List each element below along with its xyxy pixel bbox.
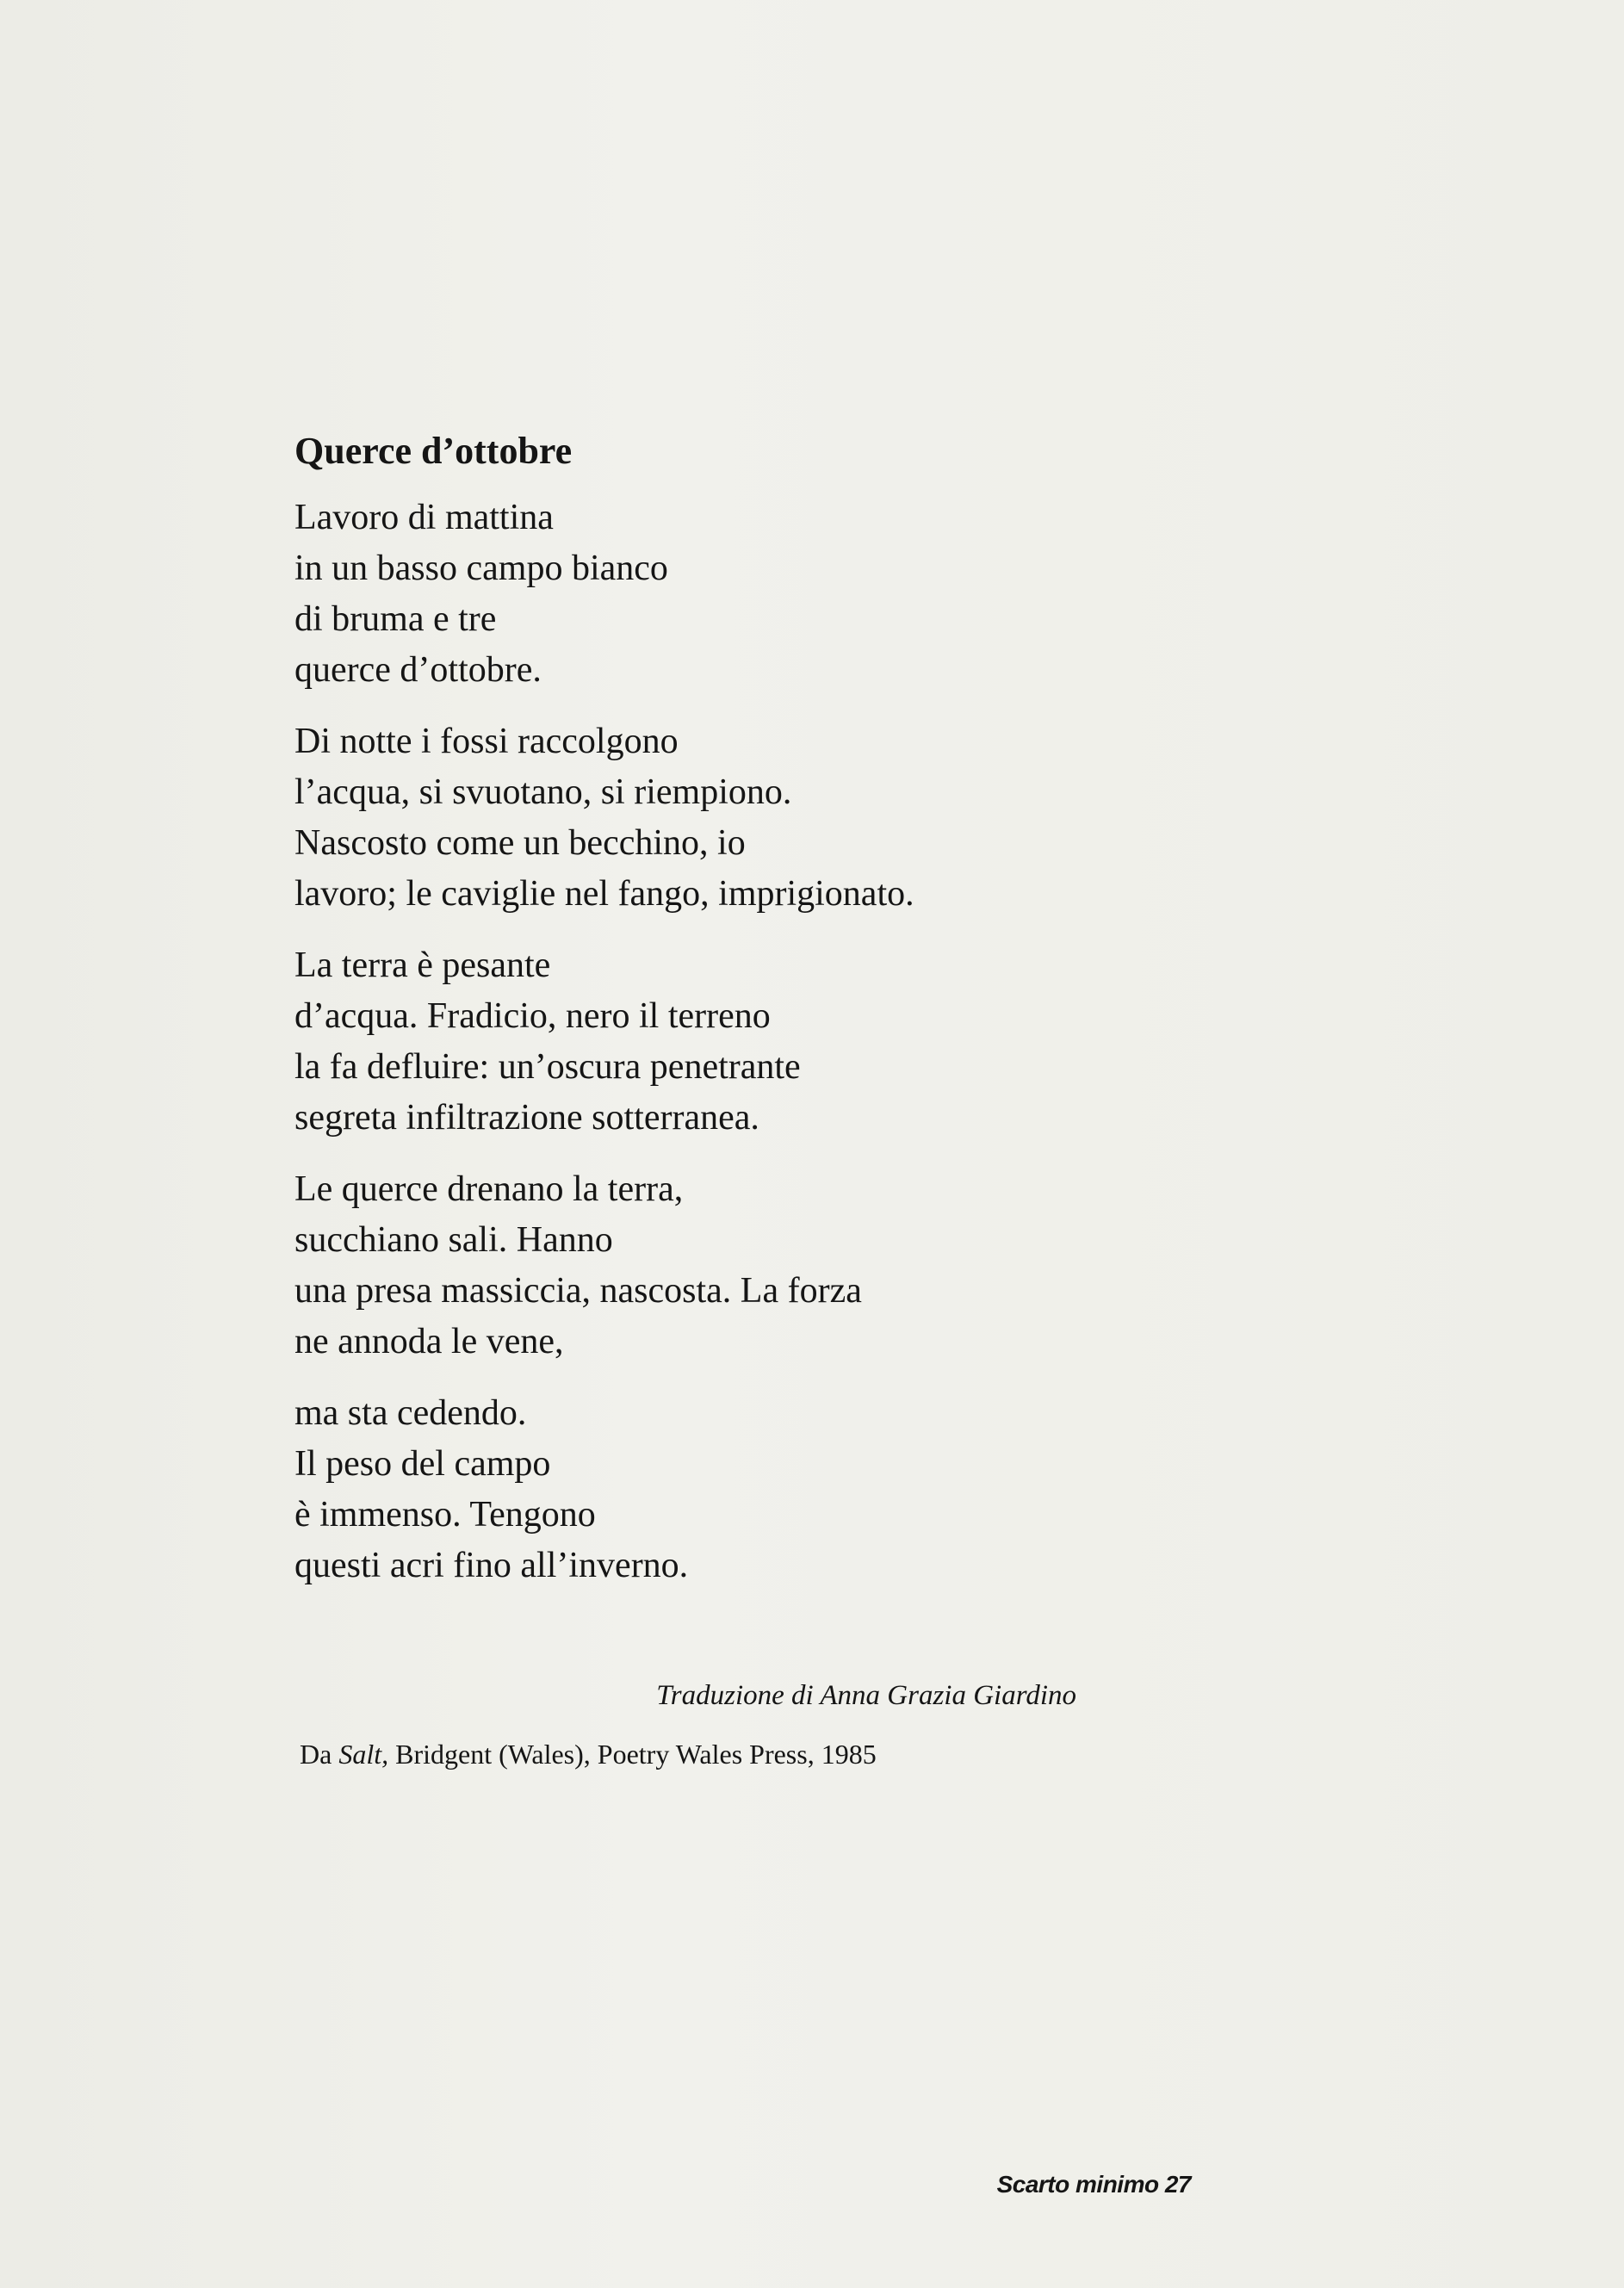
poem-line: in un basso campo bianco bbox=[294, 549, 668, 588]
poem-line: ne annoda le vene, bbox=[294, 1322, 564, 1361]
poem-line: Il peso del campo bbox=[294, 1444, 551, 1484]
poem-line: ma sta cedendo. bbox=[294, 1393, 527, 1433]
poem-title: Querce d’ottobre bbox=[294, 430, 573, 472]
page-footer: Scarto minimo 27 bbox=[996, 2171, 1191, 2198]
source-title: Salt, bbox=[338, 1739, 389, 1770]
source-credit bbox=[300, 1734, 877, 1774]
poem-line: è immenso. Tengono bbox=[294, 1495, 596, 1535]
poem-line: segreta infiltrazione sotterranea. bbox=[294, 1098, 759, 1138]
poem bbox=[294, 424, 1414, 1612]
poem-line: Le querce drenano la terra, bbox=[294, 1169, 684, 1209]
poem-line: Di notte i fossi raccolgono bbox=[294, 722, 679, 761]
stanza-4 bbox=[294, 1164, 1414, 1367]
stanza-5 bbox=[294, 1388, 1414, 1591]
stanza-3 bbox=[294, 940, 1414, 1144]
poem-line: succhiano sali. Hanno bbox=[294, 1220, 613, 1260]
poem-line: querce d’ottobre. bbox=[294, 650, 542, 690]
poem-line: la fa defluire: un’oscura penetrante bbox=[294, 1047, 801, 1087]
stanza-1 bbox=[294, 493, 1414, 696]
source-prefix: Da bbox=[300, 1739, 332, 1770]
translator-credit: Traduzione di Anna Grazia Giardino bbox=[656, 1680, 1076, 1711]
poem-line: Lavoro di mattina bbox=[294, 498, 554, 537]
poem-line: d’acqua. Fradicio, nero il terreno bbox=[294, 996, 771, 1036]
stanza-2 bbox=[294, 716, 1414, 920]
source-details: Bridgent (Wales), Poetry Wales Press, 1985 bbox=[395, 1739, 877, 1770]
poem-line: La terra è pesante bbox=[294, 946, 551, 985]
poem-line: questi acri fino all’inverno. bbox=[294, 1546, 689, 1585]
poem-line: Nascosto come un becchino, io bbox=[294, 823, 746, 863]
poem-line: lavoro; le caviglie nel fango, imprigionato. bbox=[294, 874, 914, 914]
poem-line: di bruma e tre bbox=[294, 599, 497, 639]
poem-line: una presa massiccia, nascosta. La forza bbox=[294, 1271, 862, 1311]
poem-line: l’acqua, si svuotano, si riempiono. bbox=[294, 772, 792, 812]
